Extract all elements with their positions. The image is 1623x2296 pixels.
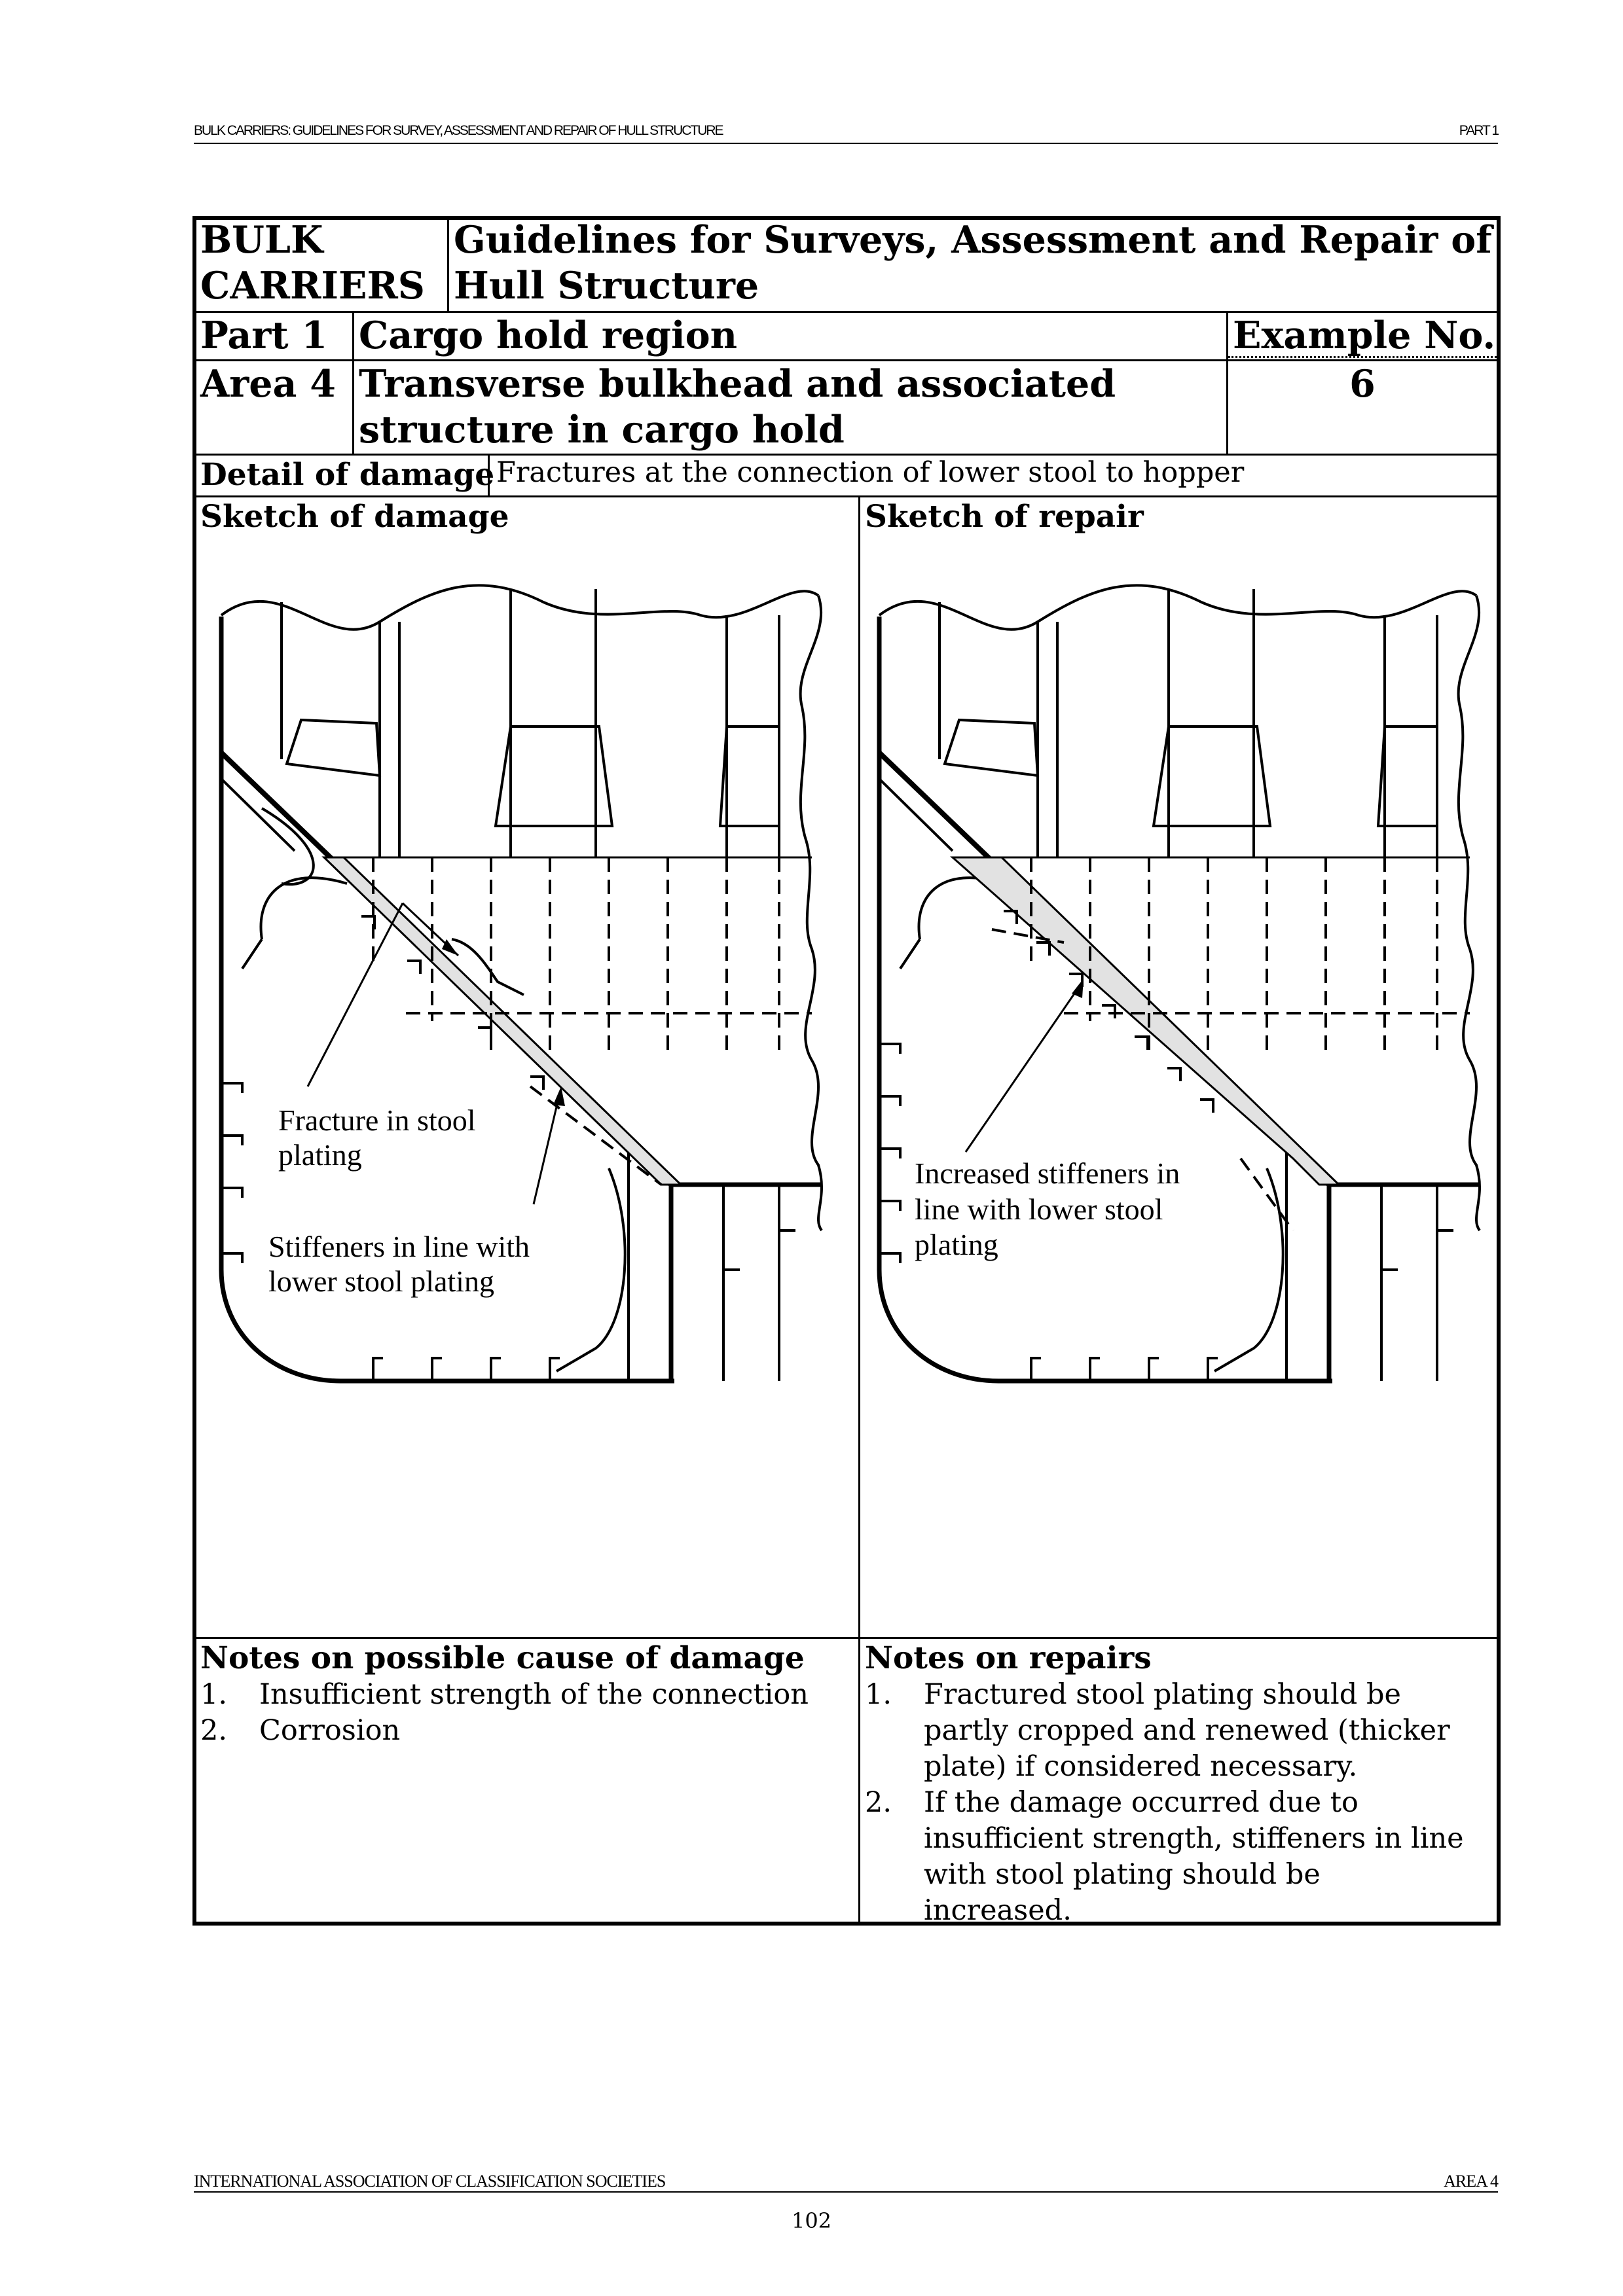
stiffener bbox=[478, 1028, 491, 1041]
part-value: Cargo hold region bbox=[359, 314, 738, 357]
notes-repair-heading: Notes on repairs bbox=[865, 1640, 1152, 1676]
list-text-line: insufficient strength, stiffeners in line bbox=[924, 1822, 1464, 1855]
example-label: Example No. bbox=[1233, 314, 1496, 357]
area-value bbox=[359, 361, 1116, 453]
list-text-line: plate) if considered necessary. bbox=[924, 1750, 1358, 1783]
list-number: 1. bbox=[200, 1678, 228, 1711]
list-number: 2. bbox=[200, 1714, 228, 1747]
stiffener bbox=[1090, 1358, 1100, 1381]
example-number: 6 bbox=[1349, 362, 1376, 406]
list-item bbox=[200, 1677, 855, 1713]
hopper-web bbox=[900, 939, 920, 969]
running-header bbox=[194, 123, 1498, 144]
hopper-web bbox=[261, 878, 347, 939]
page-number: 102 bbox=[791, 2208, 832, 2233]
running-footer-area: AREA 4 bbox=[1444, 2172, 1498, 2191]
fracture-label-line2: plating bbox=[278, 1138, 362, 1172]
stiffener bbox=[1135, 1037, 1148, 1050]
list-text-line: with stool plating should be bbox=[924, 1858, 1321, 1891]
repair-label-line2: line with lower stool bbox=[915, 1193, 1163, 1226]
stiffener bbox=[1167, 1068, 1180, 1081]
area-value-line2: structure in cargo hold bbox=[359, 408, 845, 452]
stool-shelf bbox=[287, 720, 380, 776]
notes-repair-list bbox=[865, 1677, 1493, 1929]
stool-shelf bbox=[945, 720, 1038, 776]
running-footer-org: INTERNATIONAL ASSOCIATION OF CLASSIFICATION SOCIETIES bbox=[194, 2172, 666, 2191]
repair-label-line3: plating bbox=[915, 1228, 998, 1261]
detail-label: Detail of damage bbox=[200, 457, 495, 493]
leader-line bbox=[966, 985, 1080, 1152]
stiffener-label-line2: lower stool plating bbox=[268, 1265, 494, 1298]
row-divider bbox=[196, 1637, 1497, 1639]
stiffener bbox=[1031, 1358, 1041, 1381]
sketch-damage-heading: Sketch of damage bbox=[200, 499, 509, 535]
stiffener bbox=[221, 1083, 242, 1093]
stiffener bbox=[879, 1044, 900, 1054]
stiffener bbox=[221, 1188, 242, 1198]
stiffener bbox=[879, 1096, 900, 1106]
title-label-line1: BULK bbox=[200, 218, 323, 262]
stool-shelf bbox=[1378, 726, 1437, 826]
notes-cause-heading: Notes on possible cause of damage bbox=[200, 1640, 805, 1676]
title-label-line2: CARRIERS bbox=[200, 264, 425, 308]
stiffener bbox=[1200, 1100, 1213, 1113]
leader-line bbox=[308, 903, 403, 1086]
list-text: Insufficient strength of the connection bbox=[259, 1678, 809, 1711]
stiffener bbox=[1149, 1358, 1159, 1381]
stiffener bbox=[373, 1358, 383, 1381]
bracket bbox=[1214, 1168, 1283, 1371]
break-line bbox=[879, 585, 1476, 629]
list-number: 2. bbox=[865, 1786, 892, 1819]
document-title bbox=[454, 217, 1492, 309]
title-label bbox=[200, 217, 425, 309]
col-divider bbox=[352, 311, 354, 454]
list-text-line: Fractured stool plating should be bbox=[924, 1678, 1401, 1711]
notes-cause-list bbox=[200, 1677, 855, 1749]
break-line bbox=[801, 596, 822, 1230]
stiffener bbox=[491, 1358, 501, 1381]
stiffener bbox=[879, 1149, 900, 1158]
list-text: Corrosion bbox=[259, 1714, 401, 1747]
example-underline bbox=[1228, 356, 1497, 358]
leader-line bbox=[534, 1093, 560, 1204]
stiffener bbox=[1036, 942, 1049, 956]
list-text-line: If the damage occurred due to bbox=[924, 1786, 1359, 1819]
stool-shelf bbox=[720, 726, 779, 826]
col-divider bbox=[858, 495, 860, 1926]
bracket bbox=[556, 1168, 625, 1371]
stiffener bbox=[879, 1253, 900, 1263]
damage-sketch bbox=[203, 576, 831, 1401]
part-label: Part 1 bbox=[200, 314, 328, 357]
area-label: Area 4 bbox=[200, 362, 336, 406]
col-divider bbox=[447, 220, 449, 311]
area-value-line1: Transverse bulkhead and associated bbox=[359, 362, 1116, 406]
stiffener bbox=[432, 1358, 442, 1381]
side-shell bbox=[879, 617, 1332, 1381]
stool-plate-renewed bbox=[953, 857, 1339, 1185]
list-text-line: partly cropped and renewed (thicker bbox=[924, 1714, 1450, 1747]
running-header-title: BULK CARRIERS: GUIDELINES FOR SURVEY, ASSESSMENT AND REPAIR OF HULL STRUCTURE bbox=[194, 123, 723, 138]
fracture-label-line1: Fracture in stool bbox=[278, 1103, 476, 1137]
stiffener bbox=[221, 1253, 242, 1263]
detail-value: Fractures at the connection of lower stool to hopper bbox=[496, 456, 1245, 489]
break-line bbox=[221, 585, 818, 629]
stiffener bbox=[221, 1136, 242, 1145]
list-item bbox=[200, 1713, 855, 1749]
repair-sketch bbox=[861, 576, 1489, 1401]
break-line bbox=[1459, 596, 1480, 1230]
sketch-repair-heading: Sketch of repair bbox=[865, 499, 1144, 535]
hopper-web bbox=[242, 939, 262, 969]
repair-label-line1: Increased stiffeners in bbox=[915, 1157, 1180, 1190]
list-item bbox=[865, 1785, 1493, 1929]
running-footer bbox=[194, 2172, 1498, 2193]
list-item bbox=[865, 1677, 1493, 1785]
stiffener-label-line1: Stiffeners in line with bbox=[268, 1230, 530, 1263]
list-number: 1. bbox=[865, 1678, 892, 1711]
stiffener bbox=[879, 1201, 900, 1211]
document-title-line1: Guidelines for Surveys, Assessment and Repair of bbox=[454, 218, 1492, 262]
running-header-part: PART 1 bbox=[1459, 123, 1498, 138]
row-divider bbox=[196, 495, 1497, 497]
list-text-line: increased. bbox=[924, 1894, 1072, 1927]
stiffener bbox=[407, 961, 420, 974]
document-title-line2: Hull Structure bbox=[454, 264, 759, 308]
